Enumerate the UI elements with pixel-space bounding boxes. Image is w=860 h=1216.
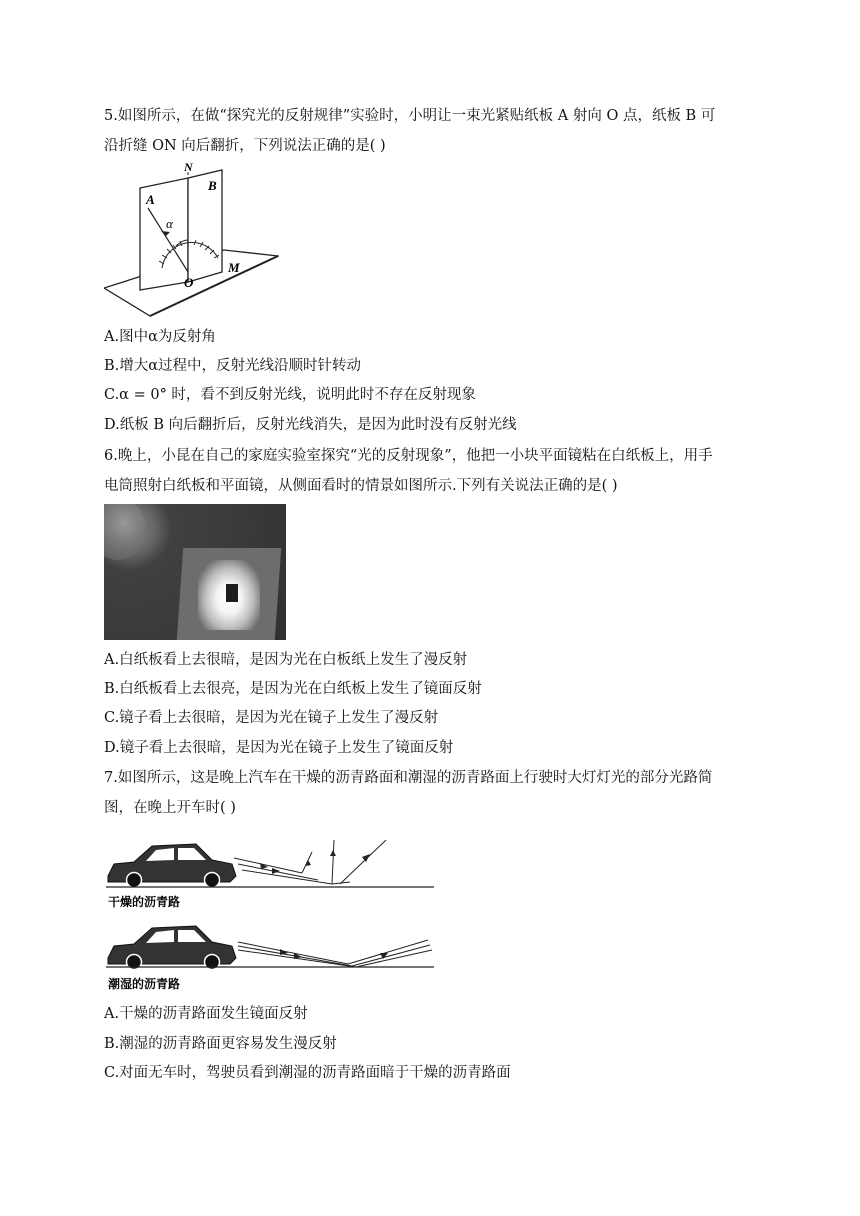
q7-dry-rays	[234, 840, 386, 884]
q6-photo-flashlight	[104, 504, 146, 560]
q5-board-b	[188, 170, 222, 282]
q7-stem-line1: 7.如图所示，这是晚上汽车在干燥的沥青路面和潮湿的沥青路面上行驶时大灯灯光的部分光路简	[104, 770, 713, 786]
q7-option-b: B.潮湿的沥青路面更容易发生漫反射	[104, 1036, 337, 1052]
q5-option-a: A.图中α为反射角	[104, 329, 216, 345]
q7-caption-wet: 潮湿的沥青路	[108, 977, 181, 991]
q7-dry-car	[108, 844, 236, 888]
q6-photo-mirror	[226, 584, 238, 602]
q5-option-b: B.增大α过程中，反射光线沿顺时针转动	[104, 358, 362, 374]
q7-option-a: A.干燥的沥青路面发生镜面反射	[104, 1006, 308, 1022]
q7-wet-car	[108, 926, 236, 970]
q6-option-c: C.镜子看上去很暗，是因为光在镜子上发生了漫反射	[104, 710, 439, 726]
q6-stem-line1: 6.晚上，小昆在自己的家庭实验室探究“光的反射现象”，他把一小块平面镜粘在白纸板上，用手	[104, 448, 713, 464]
q7-caption-dry: 干燥的沥青路	[108, 895, 181, 909]
q7-stem-line2: 图，在晚上开车时( )	[104, 800, 236, 816]
q6-option-b: B.白纸板看上去很亮，是因为光在白纸板上发生了镜面反射	[104, 681, 482, 697]
q5-option-d: D.纸板 B 向后翻折后，反射光线消失，是因为此时没有反射光线	[104, 417, 517, 433]
q5-label-a: A	[146, 192, 155, 207]
q6-option-a: A.白纸板看上去很暗，是因为光在白板纸上发生了漫反射	[104, 652, 468, 668]
q7-option-c: C.对面无车时，驾驶员看到潮湿的沥青路面暗于干燥的沥青路面	[104, 1065, 511, 1081]
q6-option-d: D.镜子看上去很暗，是因为光在镜子上发生了镜面反射	[104, 740, 454, 756]
q5-label-n: N	[184, 160, 193, 174]
q5-label-b: B	[208, 178, 217, 193]
q5-stem-line1: 5.如图所示，在做“探究光的反射规律”实验时，小明让一束光紧贴纸板 A 射向 O 点，纸板 B 可	[104, 108, 716, 124]
q5-option-c: C.α = 0° 时，看不到反射光线，说明此时不存在反射现象	[104, 387, 476, 403]
q5-reflection-figure	[104, 160, 279, 318]
q5-label-o: O	[184, 275, 194, 290]
q7-road-figure	[104, 836, 436, 996]
q5-stem-line2: 沿折缝 ON 向后翻折，下列说法正确的是( )	[104, 138, 386, 154]
q7-wet-rays	[238, 940, 432, 967]
q5-label-alpha: α	[166, 216, 173, 231]
q6-stem-line2: 电筒照射白纸板和平面镜，从侧面看时的情景如图所示.下列有关说法正确的是( )	[104, 478, 618, 494]
q5-label-m: M	[228, 260, 240, 275]
q6-photo	[104, 504, 286, 640]
